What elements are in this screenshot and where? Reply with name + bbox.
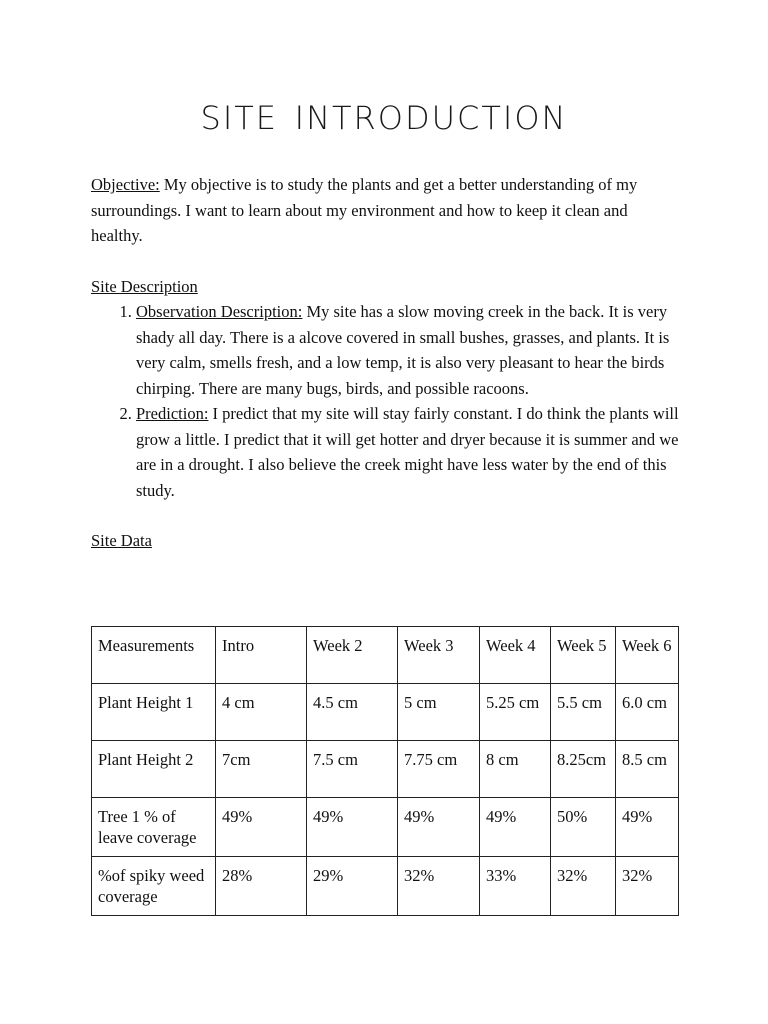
table-row bbox=[92, 857, 679, 916]
table-cell: 8 cm bbox=[480, 741, 551, 798]
column-header: Week 6 bbox=[616, 627, 679, 684]
site-data-table bbox=[91, 626, 679, 916]
table-cell: 7cm bbox=[216, 741, 307, 798]
table-row bbox=[92, 684, 679, 741]
site-data-heading: Site Data bbox=[91, 531, 152, 550]
site-description-heading: Site Description bbox=[91, 276, 198, 296]
row-label: Plant Height 1 bbox=[92, 684, 216, 741]
table-cell: 5 cm bbox=[398, 684, 480, 741]
row-label: %of spiky weed coverage bbox=[92, 857, 216, 916]
table-cell: 49% bbox=[480, 798, 551, 857]
observation-text: My site has a slow moving creek in the back. It is very shady all day. There is a alcove covered in small bushes, grasses, and plants. It is very calm, smells fresh, and a low temp, it is also very pleasant to hear the birds chirping. There are many bugs, birds, and possible racoons. bbox=[136, 302, 670, 398]
objective-text: My objective is to study the plants and get a better understanding of my surroundings. I want to learn about my environment and how to keep it clean and healthy. bbox=[91, 175, 638, 245]
document-body bbox=[91, 172, 681, 554]
objective-paragraph bbox=[91, 172, 681, 249]
table-cell: 50% bbox=[551, 798, 616, 857]
table-cell: 33% bbox=[480, 857, 551, 916]
table-row bbox=[92, 798, 679, 857]
table-cell: 8.25cm bbox=[551, 741, 616, 798]
column-header: Week 4 bbox=[480, 627, 551, 684]
prediction-text: I predict that my site will stay fairly constant. I do think the plants will grow a little. I predict that it will get hotter and dryer because it is summer and we are in a drought. I also believe the creek might have less water by the end of this study. bbox=[136, 404, 679, 500]
table-cell: 7.75 cm bbox=[398, 741, 480, 798]
row-label: Plant Height 2 bbox=[92, 741, 216, 798]
table-cell: 5.25 cm bbox=[480, 684, 551, 741]
table-cell: 4 cm bbox=[216, 684, 307, 741]
table-cell: 5.5 cm bbox=[551, 684, 616, 741]
column-header: Week 2 bbox=[307, 627, 398, 684]
column-header: Week 3 bbox=[398, 627, 480, 684]
list-item bbox=[136, 299, 681, 401]
table-row bbox=[92, 741, 679, 798]
column-header: Measurements bbox=[92, 627, 216, 684]
list-item bbox=[136, 401, 681, 503]
row-label: Tree 1 % of leave coverage bbox=[92, 798, 216, 857]
table-cell: 28% bbox=[216, 857, 307, 916]
table-header-row bbox=[92, 627, 679, 684]
table-cell: 7.5 cm bbox=[307, 741, 398, 798]
column-header: Intro bbox=[216, 627, 307, 684]
column-header: Week 5 bbox=[551, 627, 616, 684]
table-cell: 6.0 cm bbox=[616, 684, 679, 741]
table-cell: 4.5 cm bbox=[307, 684, 398, 741]
objective-label: Objective: bbox=[91, 175, 160, 194]
table-cell: 49% bbox=[216, 798, 307, 857]
table-cell: 49% bbox=[307, 798, 398, 857]
observation-label: Observation Description: bbox=[136, 302, 303, 321]
table-cell: 8.5 cm bbox=[616, 741, 679, 798]
table-cell: 49% bbox=[398, 798, 480, 857]
site-description-list bbox=[91, 299, 681, 503]
table-cell: 49% bbox=[616, 798, 679, 857]
table-cell: 32% bbox=[551, 857, 616, 916]
table-cell: 29% bbox=[307, 857, 398, 916]
table-cell: 32% bbox=[616, 857, 679, 916]
prediction-label: Prediction: bbox=[136, 404, 209, 423]
table-cell: 32% bbox=[398, 857, 480, 916]
page-title: site introduction bbox=[200, 86, 568, 140]
